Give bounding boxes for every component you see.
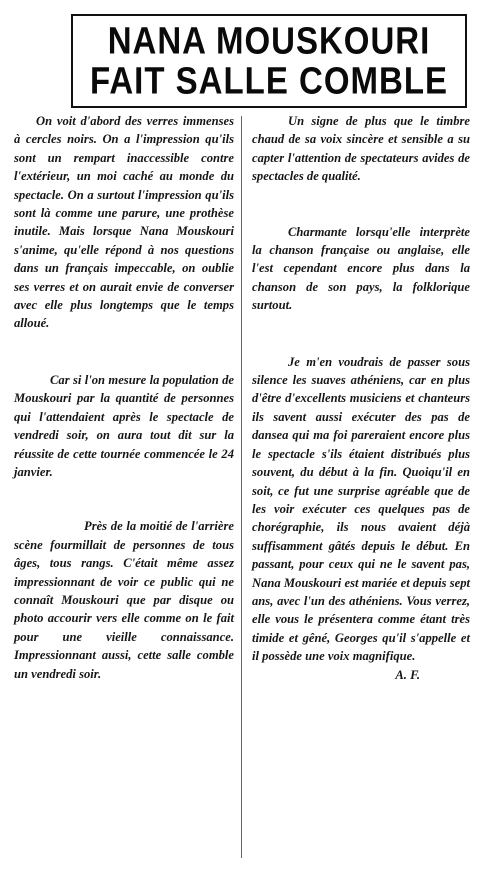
headline-box <box>71 14 467 108</box>
paragraph-popularity: Car si l'on mesure la population de Mouskouri par la quantité de personnes qui l'attendaient après le spectacle de vendredi soir, on aura tout dit sur la réussite de cette tournée commencée le 24 janvier. <box>14 372 234 479</box>
author-signature: A. F. <box>395 667 420 682</box>
article-left-column <box>14 112 234 683</box>
headline-line-1: NANA MOUSKOURI <box>107 19 431 62</box>
paragraph-voice: Un signe de plus que le timbre chaud de sa voix sincère et sensible a su capter l'attention de spectateurs avides de spectacles de qualité. <box>252 114 470 184</box>
paragraph-songs: Charmante lorsqu'elle interprète la chanson française ou anglaise, elle l'est cependant encore plus dans la chanson de son pays, la folklorique surtout. <box>252 224 470 313</box>
paragraph-backstage: Près de la moitié de l'arrière scène fourmillait de personnes de tous âges, tous rangs. C'était même assez impressionnant de voir ce public qui ne connaît Mouskouri que par disque ou photo accourir vers elle comme on le fait pour une vieille connaissance. Impressionnant aussi, cette salle comble un vendredi soir. <box>14 519 234 681</box>
paragraph-intro: On voit d'abord des verres immenses à cercles noirs. On a l'impression qu'ils sont un rempart inaccessible contre l'extérieur, un moi caché au monde du spectacle. On a surtout l'impression qu'ils sont là comme une parure, une prothèse inutile. Mais lorsque Nana Mouskouri s'anime, qu'elle répond à nos questions dans un français impeccable, on oublie ses verres et on aurait envie de converser avec elle plus longtemps que le temps alloué. <box>14 114 234 331</box>
article-right-column <box>252 112 470 684</box>
headline-line-2: FAIT SALLE COMBLE <box>90 59 448 102</box>
paragraph-athenians: Je m'en voudrais de passer sous silence les suaves athéniens, car en plus d'être d'excellents musiciens et chanteurs ils savent aussi exécuter des pas de dansea qui ma foi pareraient encore plus le spectacle s'ils étaient distribués plus souvent, du début à la fin. Quoiqu'il en soit, ce fut une surprise agréable que de les voir exécuter ces quelques pas de chorégraphie, ils nous avaient déjà suffisamment gâtés depuis le début. En passant, pour ceux qui ne le savent pas, Nana Mouskouri est mariée et depuis sept ans, avec l'un des athéniens. Vous verrez, elle vous le présentera comme étant très timide et gêné, Georges qu'il s'appelle et il possède une voix magnifique. <box>252 354 470 664</box>
column-divider <box>241 116 242 858</box>
